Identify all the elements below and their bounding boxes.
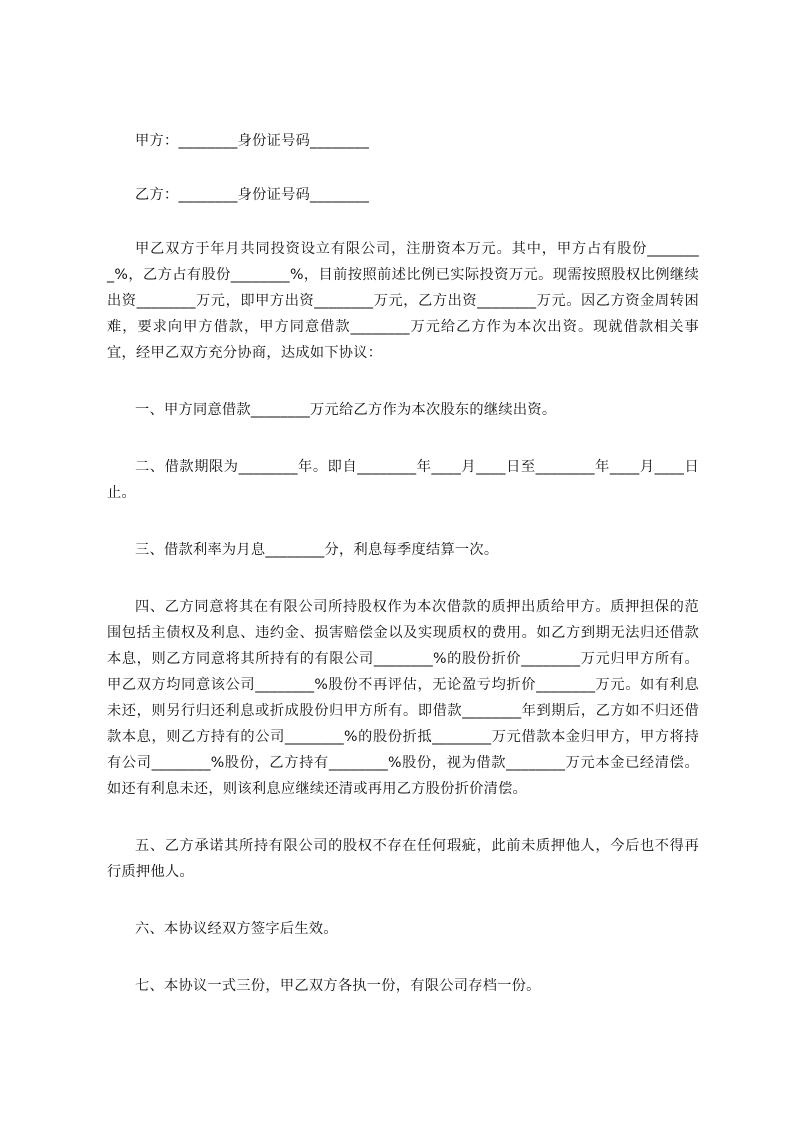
party-b-line: 乙方：________身份证号码________ bbox=[135, 187, 370, 203]
clause-4: 四、乙方同意将其在有限公司所持股权作为本次借款的质押出质给甲方。质押担保的范围包括主债权及利息、违约金、损害赔偿金以及实现质权的费用。如乙方到期无法归还借款本息，则乙方同意将其所持有的有限公司________%的股份折价________万元归甲方所有。甲乙双方均同意该公司________%股份不再评估，无论盈亏均折价________万元。如有利息未还，则另行归还利息或折成股份归甲方所有。即借款________年到期后，乙方如不归还借款本息，则乙方持有的公司________%的股份折抵________万元借款本金归甲方，甲方将持有公司________%股份，乙方持有________%股份，视为借款________万元本金已经清偿。如还有利息未还，则该利息应继续还清或再用乙方股份折价清偿。 bbox=[107, 599, 699, 797]
clause-2: 二、借款期限为________年。即自________年____月____日至________年____月____日止。 bbox=[107, 459, 699, 501]
clause-7: 七、本协议一式三份，甲乙双方各执一份，有限公司存档一份。 bbox=[135, 978, 541, 994]
document-page bbox=[107, 128, 699, 999]
clause-5: 五、乙方承诺其所持有限公司的股权不存在任何瑕疵，此前未质押他人，今后也不得再行质押他人。 bbox=[107, 838, 699, 880]
clause-6: 六、本协议经双方签字后生效。 bbox=[135, 921, 338, 937]
preamble-paragraph: 甲乙双方于年月共同投资设立有限公司，注册资本万元。其中，甲方占有股份________%，乙方占有股份________%，目前按照前述比例已实际投资万元。现需按照股权比例继续出资________万元，即甲方出资________万元，乙方出资________万元。因乙方资金周转困难，要求向甲方借款，甲方同意借款________万元给乙方作为本次出资。现就借款相关事宜，经甲乙双方充分协商，达成如下协议： bbox=[107, 241, 699, 361]
party-a-line: 甲方：________身份证号码________ bbox=[135, 133, 370, 149]
clause-1: 一、甲方同意借款________万元给乙方作为本次股东的继续出资。 bbox=[135, 402, 557, 418]
clause-3: 三、借款利率为月息________分，利息每季度结算一次。 bbox=[135, 542, 499, 558]
